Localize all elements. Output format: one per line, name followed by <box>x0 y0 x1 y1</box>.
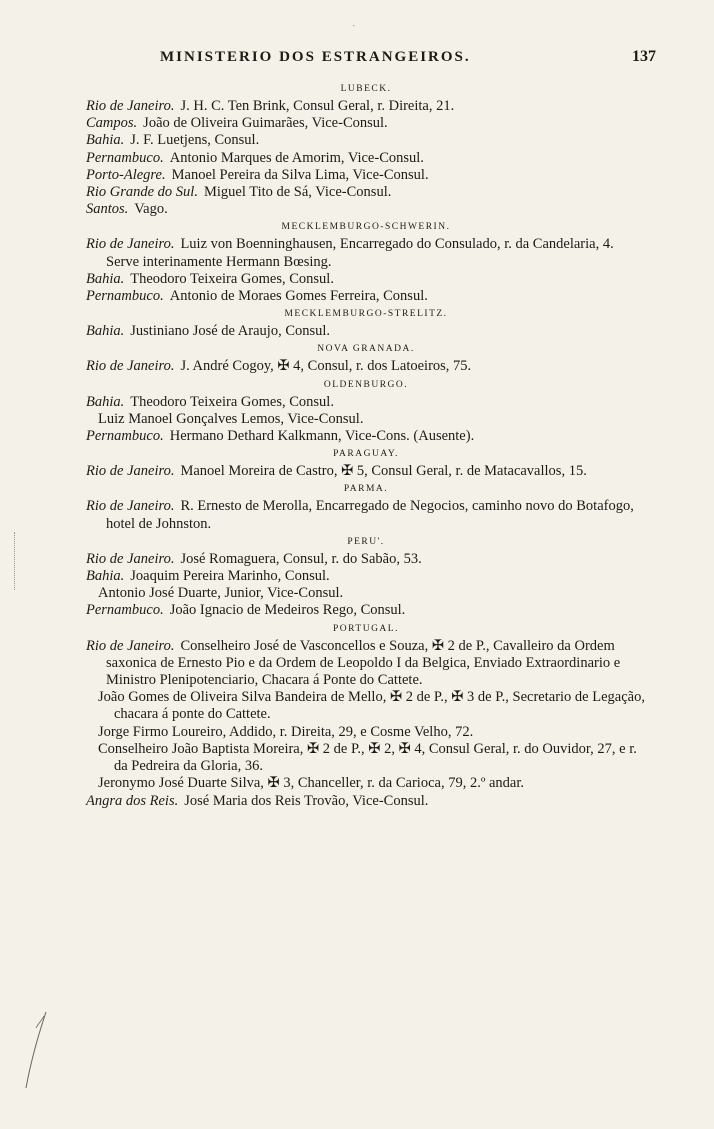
entry-place: Rio de Janeiro. <box>86 498 175 515</box>
consul-entry <box>86 288 646 305</box>
entry-text: Antonio de Moraes Gomes Ferreira, Consul. <box>169 288 428 305</box>
page-header <box>80 48 660 66</box>
entry-text: Theodoro Teixeira Gomes, Consul. <box>130 393 334 410</box>
margin-pencil-mark <box>14 532 21 590</box>
entry-text: Jorge Firmo Loureiro, Addido, r. Direita, 29, e Cosme Velho, 72. <box>98 723 474 740</box>
consul-entry <box>86 638 646 690</box>
consul-entry <box>86 132 646 149</box>
consul-entry <box>86 98 646 115</box>
section <box>86 82 646 218</box>
entry-text: José Maria dos Reis Trovão, Vice-Consul. <box>184 792 429 809</box>
entry-text: Conselheiro José de Vasconcellos e Souza, ✠ 2 de P., Cavalleiro da Ordem saxonica de Ernesto Pio e da Ordem de Leopoldo I da Belgica, Enviado Extraordinario e Ministro Plenipotenciario, Chacara á Ponte do Cattete. <box>106 637 621 689</box>
consul-entry <box>86 236 646 270</box>
entry-place: Santos. <box>86 201 129 218</box>
page-number: 137 <box>632 48 656 65</box>
section <box>86 342 646 375</box>
entry-place: Pernambuco. <box>86 149 164 166</box>
entry-text: Miguel Tito de Sá, Vice-Consul. <box>203 184 392 201</box>
consul-entry <box>86 498 646 532</box>
entry-place: Rio de Janeiro. <box>86 236 175 253</box>
consul-entry <box>86 428 646 445</box>
consul-entry <box>86 323 646 340</box>
ink-mark-top: ˎ <box>352 16 356 27</box>
entry-text: Jeronymo José Duarte Silva, ✠ 3, Chanceller, r. da Carioca, 79, 2.º andar. <box>98 775 524 792</box>
section-title: OLDENBURGO. <box>323 379 409 390</box>
margin-ink-stroke <box>22 1010 52 1090</box>
section <box>86 447 646 480</box>
consul-entry <box>86 115 646 132</box>
consul-entry <box>86 150 646 167</box>
entry-text: Conselheiro João Baptista Moreira, ✠ 2 de P., ✠ 2, ✠ 4, Consul Geral, r. do Ouvidor, 27, e r. da Pedreira da Gloria, 36. <box>98 740 637 775</box>
entry-place: Rio de Janeiro. <box>86 550 175 567</box>
section <box>86 622 646 810</box>
consul-entry <box>86 551 646 568</box>
entry-place: Rio Grande do Sul. <box>86 184 198 201</box>
entry-text: Theodoro Teixeira Gomes, Consul. <box>130 270 334 287</box>
entry-text: R. Ernesto de Merolla, Encarregado de Negocios, caminho novo do Botafogo, hotel de Johnston. <box>106 498 634 532</box>
section <box>86 535 646 620</box>
entry-place: Bahia. <box>86 393 125 410</box>
page-body <box>86 80 646 810</box>
entry-place: Pernambuco. <box>86 288 164 305</box>
running-title: MINISTERIO DOS ESTRANGEIROS. <box>160 49 471 65</box>
entry-place: Bahia. <box>86 270 125 287</box>
entry-place: Porto-Alegre. <box>86 166 166 183</box>
entry-place: Bahia. <box>86 323 125 340</box>
section-title: PARAGUAY. <box>333 449 399 460</box>
consul-entry <box>86 184 646 201</box>
section-title: PERU'. <box>347 536 385 547</box>
entry-text: João Ignacio de Medeiros Rego, Consul. <box>169 602 406 619</box>
entry-place: Angra dos Reis. <box>86 792 179 809</box>
consul-entry <box>86 201 646 218</box>
entry-place: Pernambuco. <box>86 602 164 619</box>
entry-text: Joaquim Pereira Marinho, Consul. <box>130 568 330 585</box>
entry-place: Rio de Janeiro. <box>86 98 175 114</box>
entry-place: Rio de Janeiro. <box>86 637 175 654</box>
consul-entry <box>86 724 646 741</box>
entry-text: Manoel Pereira da Silva Lima, Vice-Consul. <box>171 166 429 183</box>
entry-place: Rio de Janeiro. <box>86 463 175 480</box>
section <box>86 378 646 446</box>
entry-place: Bahia. <box>86 568 125 585</box>
entry-text: Antonio Marques de Amorim, Vice-Consul. <box>169 149 424 166</box>
entry-text: José Romaguera, Consul, r. do Sabão, 53. <box>180 550 422 567</box>
entry-text: João de Oliveira Guimarães, Vice-Consul. <box>143 115 388 132</box>
entry-text: João Gomes de Oliveira Silva Bandeira de Mello, ✠ 2 de P., ✠ 3 de P., Secretario de Legação, chacara á ponte do Cattete. <box>98 689 645 723</box>
entry-text: J. F. Luetjens, Consul. <box>130 132 260 149</box>
entry-place: Campos. <box>86 115 138 132</box>
consul-entry <box>86 463 646 480</box>
section <box>86 220 646 305</box>
entry-text: Vago. <box>134 201 168 218</box>
section-title: MECKLEMBURGO-SCHWERIN. <box>281 222 451 233</box>
consul-entry <box>86 568 646 585</box>
section-title: MECKLEMBURGO-STRELITZ. <box>284 309 448 320</box>
entry-text: J. André Cogoy, ✠ 4, Consul, r. dos Latoeiros, 75. <box>180 358 472 375</box>
consul-entry <box>86 585 646 602</box>
section-title: LUBECK. <box>340 84 392 94</box>
entry-text: Luiz von Boenninghausen, Encarregado do Consulado, r. da Candelaria, 4. Serve interinamente Hermann Bœsing. <box>106 236 614 270</box>
entry-text: Antonio José Duarte, Junior, Vice-Consul. <box>98 585 344 602</box>
section-title: PARMA. <box>343 484 389 495</box>
entry-place: Pernambuco. <box>86 428 164 445</box>
consul-entry <box>86 167 646 184</box>
consul-entry <box>86 741 646 775</box>
consul-entry <box>86 793 646 810</box>
entry-text: Justiniano José de Araujo, Consul. <box>130 323 331 340</box>
section-title: NOVA GRANADA. <box>317 344 415 355</box>
consul-entry <box>86 394 646 411</box>
entry-text: J. H. C. Ten Brink, Consul Geral, r. Direita, 21. <box>180 98 455 114</box>
consul-entry <box>86 689 646 723</box>
consul-entry <box>86 411 646 428</box>
entry-text: Manoel Moreira de Castro, ✠ 5, Consul Geral, r. de Matacavallos, 15. <box>180 463 587 480</box>
consul-entry <box>86 602 646 619</box>
entry-place: Bahia. <box>86 132 125 149</box>
consul-entry <box>86 358 646 375</box>
section <box>86 482 646 532</box>
entry-place: Rio de Janeiro. <box>86 358 175 375</box>
section-title: PORTUGAL. <box>333 623 399 634</box>
consul-entry <box>86 775 646 792</box>
entry-text: Luiz Manoel Gonçalves Lemos, Vice-Consul. <box>98 410 364 427</box>
section <box>86 307 646 340</box>
entry-text: Hermano Dethard Kalkmann, Vice-Cons. (Ausente). <box>169 428 475 445</box>
consul-entry <box>86 271 646 288</box>
